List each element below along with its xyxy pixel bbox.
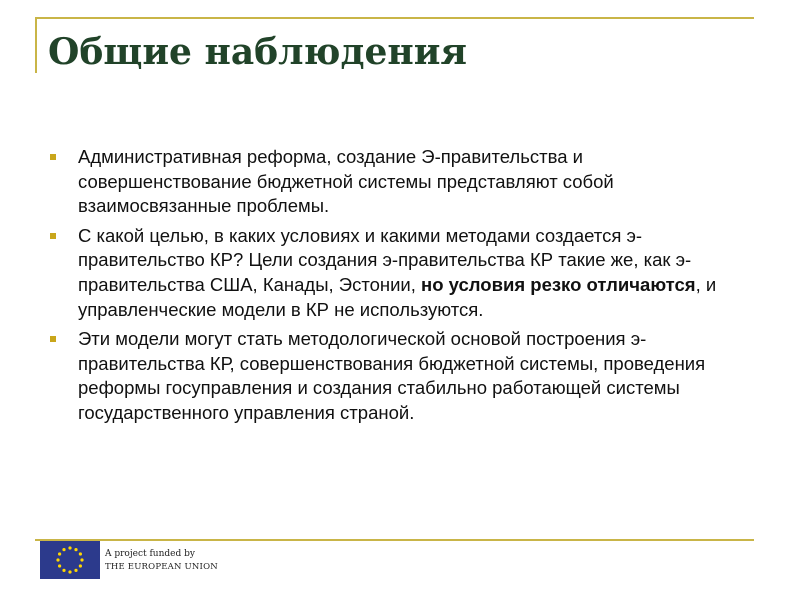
eu-flag-graphic [40, 541, 100, 579]
footer-rule [35, 539, 754, 541]
flag-star [58, 564, 61, 567]
bullet-item [50, 327, 730, 425]
flag-star [80, 558, 83, 561]
eu-flag-icon [40, 541, 100, 579]
slide-title: Общие наблюдения [48, 31, 467, 73]
title-frame-left-rule [35, 17, 37, 73]
flag-star [68, 570, 71, 573]
flag-star [62, 548, 65, 551]
eu-funding-label [105, 548, 218, 574]
bullet-item [50, 224, 730, 322]
square-bullet-icon [50, 154, 56, 160]
flag-star [62, 569, 65, 572]
flag-star [56, 558, 59, 561]
flag-star [74, 548, 77, 551]
flag-star [68, 546, 71, 549]
bullet-list [50, 145, 730, 431]
bullet-text-emphasis: но условия резко отличаются [421, 273, 696, 295]
bullet-text-part: С какой целью, в каких условиях и какими методами создается э-правительство КР? Цели создания э-правительства КР такие же, как э-правительства США, Канады, Эстонии, [78, 224, 692, 295]
bullet-text [78, 225, 716, 320]
bullet-text: Административная реформа, создание Э-правительства и совершенствование бюджетной системы представляют собой взаимосвязанные проблемы. [78, 146, 614, 217]
flag-star [79, 552, 82, 555]
flag-star [74, 569, 77, 572]
eu-funding-line1: A project funded by [105, 549, 195, 559]
eu-funding-line2: THE EUROPEAN UNION [105, 562, 218, 572]
bullet-item [50, 145, 730, 219]
title-frame-top-rule [35, 17, 754, 19]
square-bullet-icon [50, 336, 56, 342]
flag-star [79, 564, 82, 567]
bullet-text: Эти модели могут стать методологической основой построения э-правительства КР, совершенствования бюджетной системы, проведения реформы госуправления и создания стабильно работающей системы государственного управления страной. [78, 328, 706, 423]
bullet-text-part: , и управленческие модели в КР не используются. [78, 273, 717, 320]
flag-star [58, 552, 61, 555]
square-bullet-icon [50, 233, 56, 239]
